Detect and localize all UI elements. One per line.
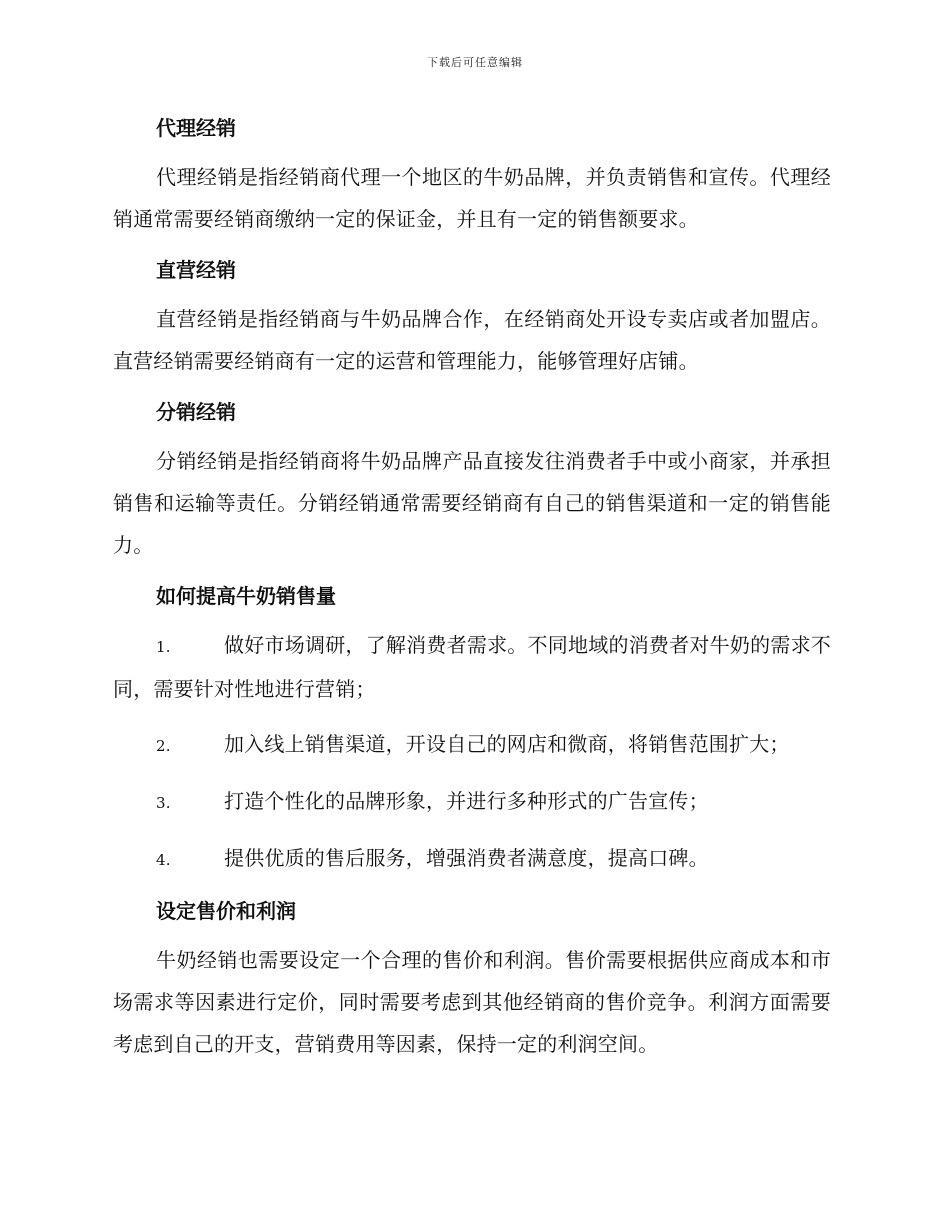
section-heading: 如何提高牛奶销售量 [156,584,336,608]
list-item-text: 加入线上销售渠道，开设自己的网店和微商，将销售范围扩大； [224,732,790,756]
section-heading: 代理经销 [156,116,236,140]
document-body [113,108,831,1075]
list-item-number: 1. [156,638,171,656]
list-item [113,837,831,881]
list-item-text: 打造个性化的品牌形象，并进行多种形式的广告宣传； [224,789,709,813]
section-paragraph: 分销经销是指经销商将牛奶品牌产品直接发往消费者手中或小商家，并承担销售和运输等责任。分销经销通常需要经销商有自己的销售渠道和一定的销售能力。 [113,449,831,557]
section-heading: 分销经销 [156,400,236,424]
section-heading: 直营经销 [156,258,236,282]
list-item-text: 做好市场调研，了解消费者需求。不同地域的消费者对牛奶的需求不同，需要针对性地进行营销； [113,633,831,701]
section-paragraph: 代理经销是指经销商代理一个地区的牛奶品牌，并负责销售和宣传。代理经销通常需要经销商缴纳一定的保证金，并且有一定的销售额要求。 [113,165,831,231]
list-item-number: 4. [156,851,171,869]
list-item-number: 3. [156,794,171,812]
list-item-text: 提供优质的售后服务，增强消费者满意度，提高口碑。 [224,846,709,870]
section-heading: 设定售价和利润 [156,899,296,923]
list-item [113,723,831,767]
section-paragraph: 直营经销是指经销商与牛奶品牌合作，在经销商处开设专卖店或者加盟店。直营经销需要经销商有一定的运营和管理能力，能够管理好店铺。 [113,307,831,373]
page-header: 下载后可任意编辑 [427,56,523,69]
list-item [113,624,831,710]
list-item-number: 2. [156,737,171,755]
section-paragraph: 牛奶经销也需要设定一个合理的售价和利润。售价需要根据供应商成本和市场需求等因素进行定价，同时需要考虑到其他经销商的售价竞争。利润方面需要考虑到自己的开支，营销费用等因素，保持一定的利润空间。 [113,948,831,1056]
list-item [113,780,831,824]
